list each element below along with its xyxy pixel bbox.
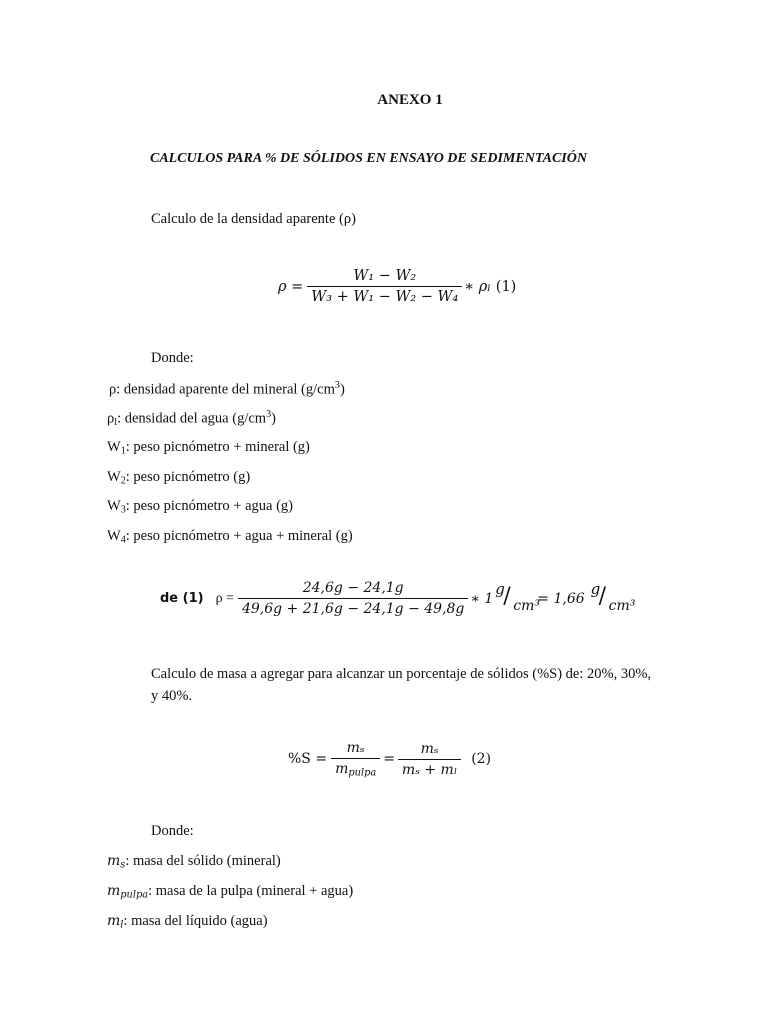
eq1-lhs: ρ = <box>278 278 304 295</box>
calc-unit-1-bottom: cm³ <box>513 597 541 614</box>
definition-superscript: 3 <box>266 409 272 420</box>
calc-prefix: de (1) <box>160 591 204 606</box>
calc-unit-2-top: g <box>590 579 601 598</box>
calc-lhs: ρ = <box>215 590 234 606</box>
definition-symbol: W <box>107 528 121 544</box>
eq1-numerator: W₁ − W₂ <box>353 268 417 284</box>
eq1-denominator: W₃ + W₁ − W₂ − W₄ <box>307 286 462 305</box>
definition-symbol: ρ <box>107 410 115 427</box>
definition-text: : masa del líquido (agua) <box>123 913 268 929</box>
definition-text: : peso picnómetro + agua + mineral (g) <box>125 528 353 544</box>
eq1-fraction <box>307 268 462 305</box>
eq2-number: (2) <box>471 751 492 768</box>
definition-item <box>107 913 268 930</box>
definition-symbol: W <box>107 439 121 455</box>
definition-subscript: l <box>114 417 118 429</box>
definition-text: : densidad aparente del mineral (g/cm <box>116 381 335 398</box>
definition-subscript: l <box>120 919 124 931</box>
definition-text: : peso picnómetro + agua (g) <box>125 498 293 514</box>
definition-symbol: W <box>107 498 121 514</box>
definition-text: : peso picnómetro (g) <box>125 469 251 485</box>
definition-item <box>107 883 353 900</box>
definition-item <box>107 528 353 546</box>
eq1-number: (1) <box>495 278 517 295</box>
eq2-numerator-1: mₛ <box>346 740 365 756</box>
definition-symbol: $m_l$ <box>107 913 124 931</box>
definition-superscript: 3 <box>334 380 340 391</box>
definition-end: ) <box>271 410 276 427</box>
calc-unit-1: g / cm³ <box>495 579 541 614</box>
donde-label-1: Donde: <box>151 350 194 366</box>
eq2-lhs: %S = <box>288 751 328 768</box>
mass-intro-line-2: y 40%. <box>151 688 193 704</box>
density-intro: Calculo de la densidad aparente (ρ) <box>151 211 356 227</box>
equation-1 <box>278 268 516 305</box>
eq2-fraction-2 <box>398 741 461 778</box>
equation-2 <box>288 740 491 778</box>
eq2-denominator-1: $m_{pulpa}$ <box>331 758 380 778</box>
definition-item <box>107 409 276 428</box>
definition-item <box>107 498 293 516</box>
definition-subscript: 3 <box>120 504 126 516</box>
calc-result: = 1,66 <box>537 590 585 607</box>
calc-unit-1-top: g <box>495 579 505 598</box>
calc-numerator: 24,6g − 24,1g <box>302 580 404 596</box>
definition-subscript: 1 <box>120 445 126 457</box>
section-subtitle: CALCULOS PARA % DE SÓLIDOS EN ENSAYO DE SEDIMENTACIÓN <box>150 151 587 166</box>
definition-symbol: $m_s$ <box>107 853 126 871</box>
calc-fraction <box>238 580 468 617</box>
definition-subscript: 4 <box>120 534 126 546</box>
mass-intro-line-1: Calculo de masa a agregar para alcanzar un porcentaje de sólidos (%S) de: 20%, 30%, <box>151 666 652 682</box>
calc-unit-2: g / cm³ <box>590 579 636 614</box>
definition-text: : masa del sólido (mineral) <box>125 853 281 869</box>
eq2-denominator-2: mₛ + mₗ <box>398 759 461 778</box>
definition-item <box>109 380 345 399</box>
definition-text: : densidad del agua (g/cm <box>117 410 267 427</box>
definition-symbol: W <box>107 469 121 485</box>
definition-symbol: ρ <box>109 381 117 398</box>
definition-end: ) <box>339 381 345 398</box>
eq2-numerator-2: mₛ <box>420 740 439 757</box>
page-title: ANEXO 1 <box>377 92 443 108</box>
definition-item <box>107 439 310 457</box>
eq2-fraction-1 <box>331 740 380 778</box>
density-calculation <box>160 579 636 617</box>
eq2-equals: = <box>383 751 395 768</box>
definition-item <box>107 853 281 870</box>
donde-label-2: Donde: <box>151 823 194 839</box>
definition-symbol: $m_{pulpa}$ <box>107 883 149 901</box>
calc-denominator: 49,6g + 21,6g − 24,1g − 49,8g <box>238 598 468 617</box>
calc-unit-2-bottom: cm³ <box>608 597 636 614</box>
definition-subscript: 2 <box>120 475 126 487</box>
definition-item <box>107 469 250 487</box>
definition-subscript: pulpa <box>120 889 149 901</box>
definition-text: : peso picnómetro + mineral (g) <box>125 439 310 455</box>
definition-text: : masa de la pulpa (mineral + agua) <box>148 883 354 899</box>
calc-factor: ∗ 1 <box>470 590 494 607</box>
definition-subscript: s <box>120 859 126 871</box>
eq1-tail: ∗ ρₗ <box>464 278 491 295</box>
